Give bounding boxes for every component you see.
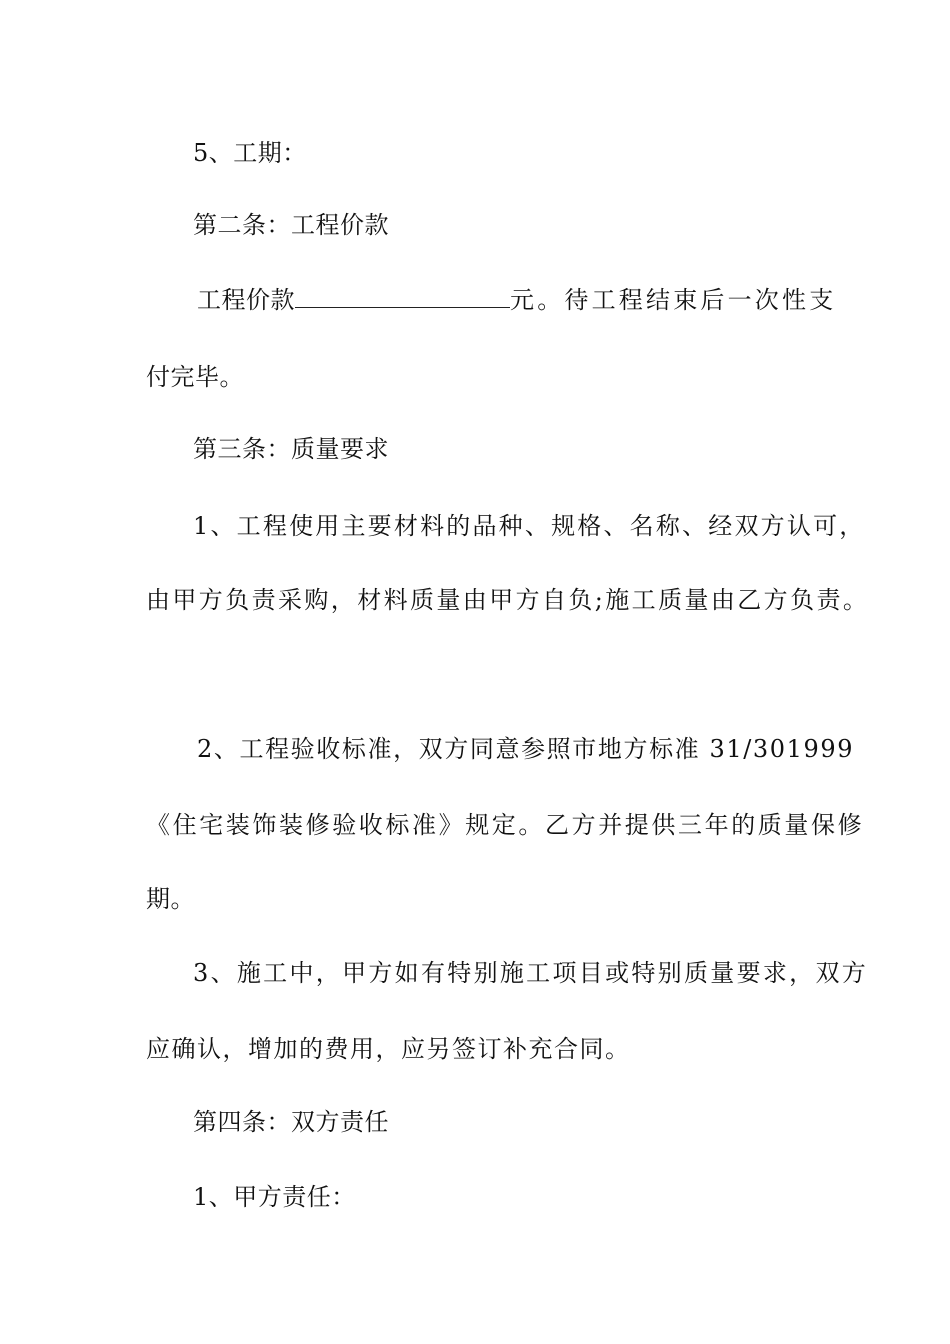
- quality-item-3-continuation: 应确认，增加的费用，应另签订补充合同。: [146, 1035, 631, 1063]
- quality-item-1-continuation: 由甲方负责采购，材料质量由甲方自负;施工质量由乙方负责。: [146, 586, 870, 614]
- clause-item-duration: 5、工期：: [193, 139, 307, 167]
- quality-item-1: 1、工程使用主要材料的品种、规格、名称、经双方认可，: [193, 512, 866, 540]
- price-continuation: 付完毕。: [146, 363, 244, 391]
- price-label: 工程价款: [197, 286, 295, 314]
- price-line: [197, 284, 836, 316]
- quality-item-3: 3、施工中，甲方如有特别施工项目或特别质量要求，双方: [193, 959, 869, 987]
- price-suffix: 元。待工程结束后一次性支: [510, 286, 837, 314]
- article-heading-2: 第二条：工程价款: [193, 211, 389, 239]
- quality-item-2-continuation: 《住宅装饰装修验收标准》规定。乙方并提供三年的质量保修: [146, 811, 865, 839]
- quality-item-2-end: 期。: [146, 885, 195, 913]
- responsibility-item-1: 1、甲方责任：: [193, 1183, 356, 1211]
- article-heading-4: 第四条：双方责任: [193, 1108, 389, 1136]
- quality-item-2: 2、工程验收标准，双方同意参照市地方标准 31/301999: [197, 735, 855, 763]
- article-heading-3: 第三条：质量要求: [193, 435, 389, 463]
- price-blank-field: [295, 285, 510, 308]
